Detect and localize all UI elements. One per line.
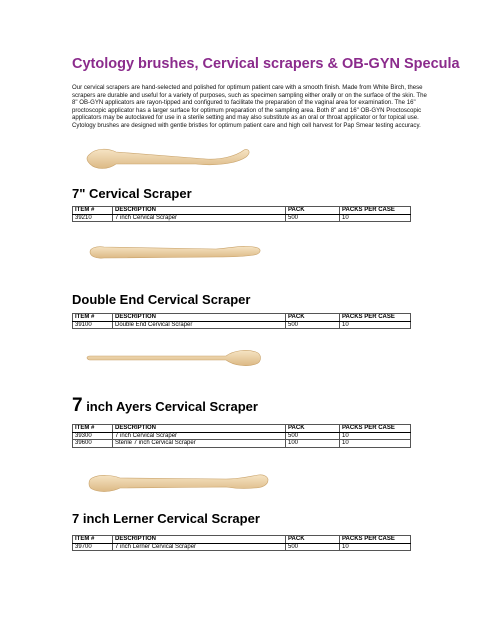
intro-paragraph: Our cervical scrapers are hand-selected and polished for optimum patient care with a smooth finish. Made from White Birch, these scrapers are durable and useful for a variety of purposes, such as specimen sampling either orally or on the surface of the skin. The 8" OB-GYN applicators are rayon-tipped and configured to facilitate the preparation of the vaginal area for examination. The 16" proctoscopic applicator has a larger surface for optimum preparation of the sampling area. Both 8" and 16" OB-GYN Proctoscopic applicators may be autoclaved for use in a sterile setting and may also substitute as an oral or throat applicator or for topical use. Cytology brushes are designed with gentle bristles for optimum patient care and high cell harvest for Pap Smear testing accuracy. bbox=[72, 84, 427, 129]
cell-item: 39210 bbox=[73, 214, 113, 222]
cervical-scraper-image bbox=[86, 142, 266, 178]
cell-pack: 500 bbox=[286, 432, 340, 440]
col-header-pack: PACK bbox=[286, 207, 340, 215]
col-header-item: ITEM # bbox=[73, 207, 113, 215]
cell-packs-per-case: 10 bbox=[340, 440, 411, 448]
col-header-pack: PACK bbox=[286, 536, 340, 544]
cell-item: 39600 bbox=[73, 440, 113, 448]
table-header-row bbox=[73, 314, 411, 322]
table-row bbox=[73, 214, 411, 222]
section-title-ayers-scraper bbox=[72, 395, 258, 417]
col-header-pack: PACK bbox=[286, 425, 340, 433]
col-header-pack: PACK bbox=[286, 314, 340, 322]
cell-pack: 100 bbox=[286, 440, 340, 448]
cell-description: Double End Cervical Scraper bbox=[113, 321, 286, 329]
ayers-scraper-image bbox=[86, 344, 266, 372]
section-title-lerner-scraper: 7 inch Lerner Cervical Scraper bbox=[72, 511, 260, 526]
table-row bbox=[73, 321, 411, 329]
product-table-4 bbox=[72, 535, 411, 551]
cell-description: Sterile 7 inch Cervical Scraper bbox=[113, 440, 286, 448]
cell-description: 7 inch Cervical Scraper bbox=[113, 432, 286, 440]
cell-packs-per-case: 10 bbox=[340, 321, 411, 329]
col-header-packs-per-case: PACKS PER CASE bbox=[340, 536, 411, 544]
table-row bbox=[73, 543, 411, 551]
page-title: Cytology brushes, Cervical scrapers & OB-GYN Specula bbox=[72, 56, 460, 72]
section-title-text: inch Ayers Cervical Scraper bbox=[82, 399, 258, 414]
product-table-1 bbox=[72, 206, 411, 222]
cell-description: 7 inch Cervical Scraper bbox=[113, 214, 286, 222]
product-table-3 bbox=[72, 424, 411, 448]
double-end-scraper-image bbox=[86, 238, 266, 268]
cell-packs-per-case: 10 bbox=[340, 543, 411, 551]
cell-description: 7 inch Lerner Cervical Scraper bbox=[113, 543, 286, 551]
cell-pack: 500 bbox=[286, 214, 340, 222]
section-title-double-end-scraper: Double End Cervical Scraper bbox=[72, 292, 251, 307]
table-header-row bbox=[73, 207, 411, 215]
product-table-2 bbox=[72, 313, 411, 329]
section-title-7-cervical-scraper: 7" Cervical Scraper bbox=[72, 186, 192, 201]
lerner-scraper-image bbox=[86, 468, 276, 500]
table-row bbox=[73, 440, 411, 448]
col-header-description: DESCRIPTION bbox=[113, 536, 286, 544]
cell-packs-per-case: 10 bbox=[340, 432, 411, 440]
col-header-item: ITEM # bbox=[73, 314, 113, 322]
col-header-item: ITEM # bbox=[73, 536, 113, 544]
cell-item: 39100 bbox=[73, 321, 113, 329]
table-header-row bbox=[73, 536, 411, 544]
col-header-description: DESCRIPTION bbox=[113, 314, 286, 322]
cell-item: 39300 bbox=[73, 432, 113, 440]
col-header-item: ITEM # bbox=[73, 425, 113, 433]
col-header-description: DESCRIPTION bbox=[113, 207, 286, 215]
col-header-packs-per-case: PACKS PER CASE bbox=[340, 207, 411, 215]
section-title-number: 7 bbox=[72, 395, 83, 416]
table-header-row bbox=[73, 425, 411, 433]
cell-pack: 500 bbox=[286, 321, 340, 329]
cell-pack: 500 bbox=[286, 543, 340, 551]
cell-item: 39700 bbox=[73, 543, 113, 551]
col-header-packs-per-case: PACKS PER CASE bbox=[340, 425, 411, 433]
col-header-description: DESCRIPTION bbox=[113, 425, 286, 433]
table-row bbox=[73, 432, 411, 440]
col-header-packs-per-case: PACKS PER CASE bbox=[340, 314, 411, 322]
cell-packs-per-case: 10 bbox=[340, 214, 411, 222]
